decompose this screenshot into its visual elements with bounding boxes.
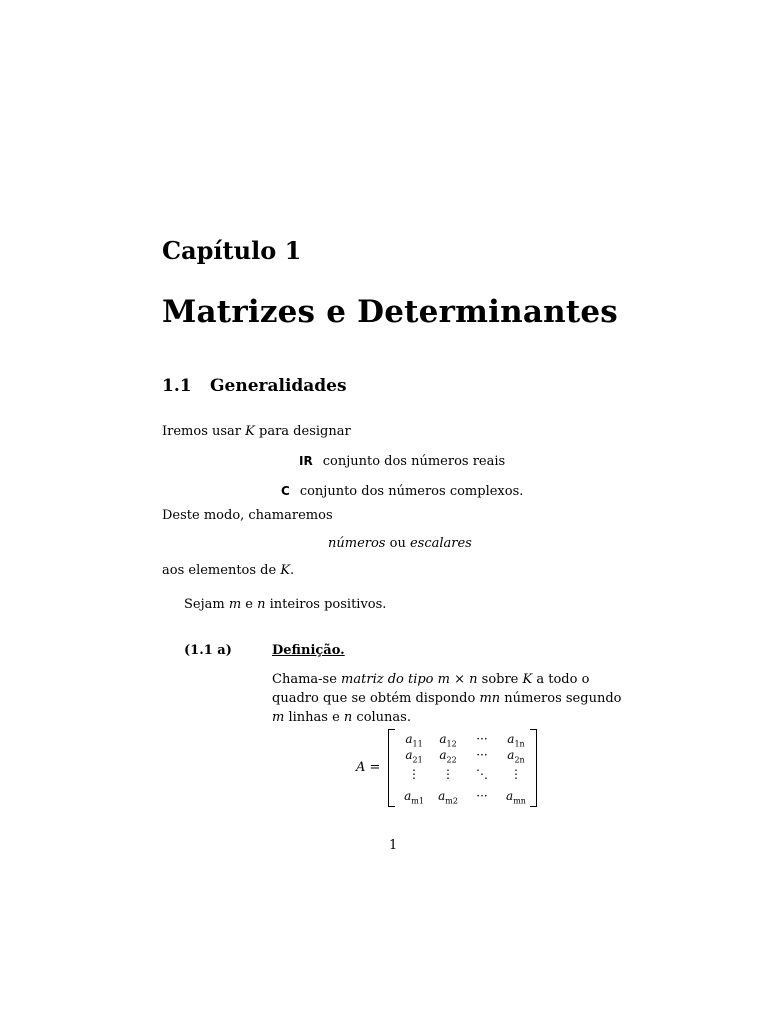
intro-line-1 bbox=[162, 424, 351, 439]
variable-m: m bbox=[272, 710, 285, 725]
complex-line bbox=[281, 484, 523, 499]
intro-line-4 bbox=[184, 597, 386, 612]
matrix-label: A = bbox=[356, 760, 381, 775]
matrix-entry: $a_{11}$ bbox=[405, 732, 423, 749]
reals-symbol: IR bbox=[299, 454, 313, 468]
page-number: 1 bbox=[389, 838, 398, 853]
intro-line-2: Deste modo, chamaremos bbox=[162, 508, 333, 523]
variable-m: m bbox=[228, 597, 242, 612]
definition-label: (1.1 a) bbox=[184, 643, 232, 658]
matrix-entry: $a_{1n}$ bbox=[507, 732, 525, 749]
matrix-entry: ··· bbox=[476, 789, 488, 803]
reals-line bbox=[299, 454, 505, 469]
matrix-entry: ··· bbox=[476, 732, 488, 746]
numeros-escalares-line bbox=[328, 536, 472, 551]
def-text: números segundo bbox=[500, 691, 622, 706]
matrix-entry: $a_{m1}$ bbox=[404, 789, 424, 806]
entry-subscript: 2n bbox=[514, 755, 525, 765]
entry-subscript: 22 bbox=[446, 755, 457, 765]
entry-subscript: 11 bbox=[412, 739, 423, 749]
matrix-entry: ··· bbox=[476, 748, 488, 762]
intro-text: e bbox=[241, 597, 258, 612]
entry-subscript: 1n bbox=[514, 739, 525, 749]
variable-k: K bbox=[522, 672, 533, 687]
section-heading bbox=[162, 376, 347, 396]
matrix-entry: $a_{22}$ bbox=[439, 748, 457, 765]
intro-line-3 bbox=[162, 563, 294, 578]
escalares-term: escalares bbox=[409, 536, 472, 551]
matrix-entry: $a_{12}$ bbox=[439, 732, 457, 749]
entry-subscript: 21 bbox=[412, 755, 423, 765]
section-title: Generalidades bbox=[210, 376, 347, 396]
entry-subscript: m2 bbox=[445, 796, 458, 806]
definition-heading bbox=[184, 643, 345, 658]
complex-text: conjunto dos números complexos. bbox=[299, 484, 524, 499]
intro-text: Iremos usar bbox=[162, 424, 246, 439]
intro-text: para designar bbox=[254, 424, 351, 439]
complex-symbol: C bbox=[281, 484, 290, 498]
variable-n: n bbox=[343, 710, 353, 725]
definition-title: Definição. bbox=[272, 643, 345, 658]
variable-mn: mn bbox=[479, 691, 501, 706]
matrix-entry: $a_{mn}$ bbox=[506, 789, 526, 806]
matrix-entry: ⋮ bbox=[442, 767, 454, 781]
reals-text: conjunto dos números reais bbox=[322, 454, 506, 469]
entry-subscript: mn bbox=[513, 796, 526, 806]
intro-text: . bbox=[290, 563, 295, 578]
numeros-term: números bbox=[328, 536, 386, 551]
left-bracket bbox=[388, 729, 395, 807]
definition-body bbox=[272, 670, 632, 727]
def-text: linhas e bbox=[284, 710, 344, 725]
def-text: a todo o quadro que se obtém dispondo bbox=[272, 672, 590, 706]
intro-text: aos elementos de bbox=[162, 563, 281, 578]
chapter-label: Capítulo 1 bbox=[162, 236, 302, 265]
variable-n: n bbox=[257, 597, 266, 612]
def-text: sobre bbox=[477, 672, 523, 687]
section-number: 1.1 bbox=[162, 376, 192, 396]
entry-subscript: 12 bbox=[446, 739, 457, 749]
def-text: Chama-se bbox=[272, 672, 342, 687]
matrix-entry: ⋱ bbox=[476, 767, 488, 781]
ou-text: ou bbox=[385, 536, 410, 551]
entry-subscript: m1 bbox=[411, 796, 424, 806]
chapter-title: Matrizes e Determinantes bbox=[162, 294, 618, 330]
matrix-display bbox=[356, 727, 546, 809]
matrix-entry: $a_{21}$ bbox=[405, 748, 423, 765]
matrix-entry: $a_{2n}$ bbox=[507, 748, 525, 765]
def-term: matriz do tipo m × n bbox=[341, 672, 478, 687]
variable-k: K bbox=[280, 563, 291, 578]
matrix-entry: ⋮ bbox=[408, 767, 420, 781]
matrix-entry: ⋮ bbox=[510, 767, 522, 781]
intro-text: Sejam bbox=[184, 597, 229, 612]
def-text: colunas. bbox=[352, 710, 411, 725]
intro-text: inteiros positivos. bbox=[265, 597, 387, 612]
matrix-entry: $a_{m2}$ bbox=[438, 789, 458, 806]
variable-k: K bbox=[245, 424, 255, 439]
